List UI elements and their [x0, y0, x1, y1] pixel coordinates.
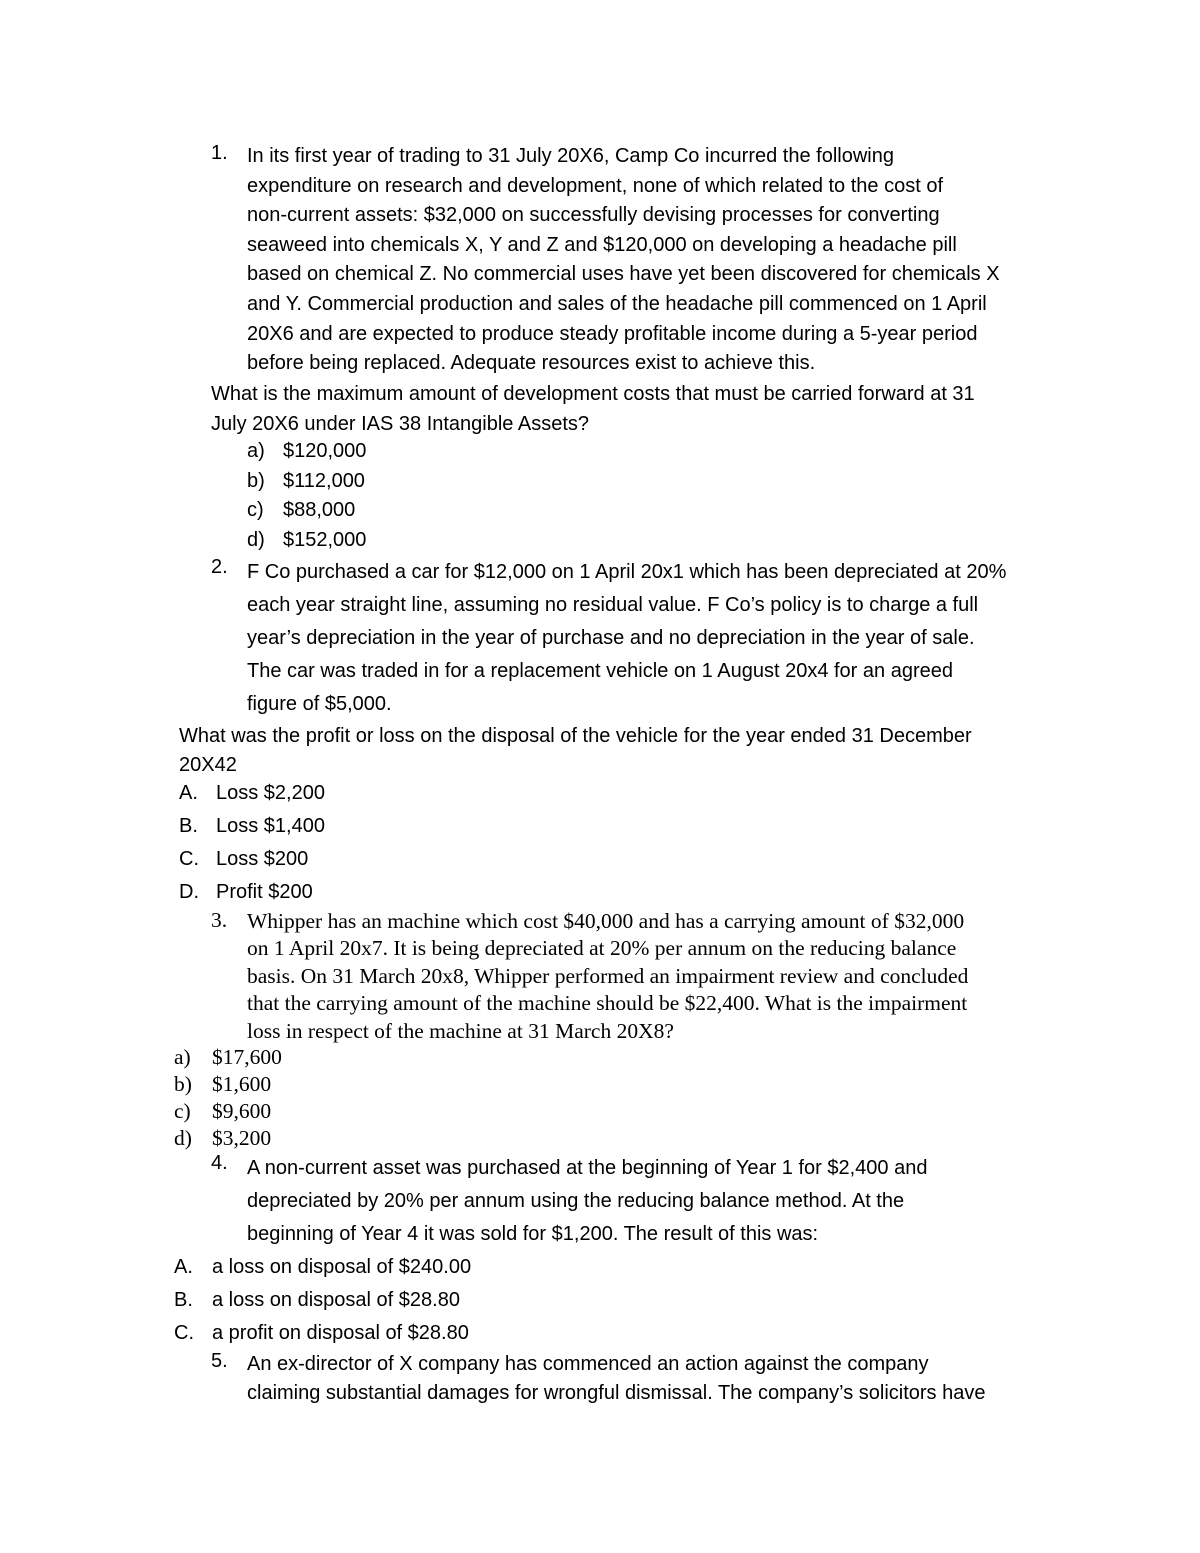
text-line: loss in respect of the machine at 31 March 20X8?	[247, 1018, 674, 1043]
question-1-options	[247, 437, 366, 555]
answer-option	[179, 777, 325, 810]
text-line: Whipper has an machine which cost $40,000 and has a carrying amount of $32,000	[247, 909, 965, 933]
question-body	[247, 142, 1000, 379]
option-text: Loss $200	[216, 848, 309, 870]
option-label: b)	[174, 1072, 192, 1096]
answer-option	[247, 496, 366, 526]
answer-option	[174, 1098, 282, 1125]
text-line: and Y. Commercial production and sales of the headache pill commenced on 1 April	[247, 292, 987, 315]
option-text: $17,600	[212, 1045, 282, 1069]
question-body	[247, 908, 968, 1045]
answer-option	[174, 1284, 471, 1317]
option-text: $112,000	[283, 469, 365, 492]
text-line: depreciated by 20% per annum using the reducing balance method. At the	[247, 1190, 905, 1212]
option-text: a loss on disposal of $240.00	[212, 1256, 472, 1278]
answer-option	[174, 1251, 471, 1284]
question-body	[247, 1152, 927, 1251]
option-label: C.	[174, 1322, 194, 1344]
option-text: $9,600	[212, 1099, 272, 1123]
option-label: B.	[174, 1289, 193, 1311]
text-line: figure of $5,000.	[247, 693, 392, 715]
option-text: $120,000	[283, 440, 367, 462]
option-label: b)	[247, 469, 265, 492]
text-line: seaweed into chemicals X, Y and Z and $120,000 on developing a headache pill	[247, 233, 957, 256]
question-number: 3.	[211, 908, 228, 932]
option-text: $1,600	[212, 1072, 272, 1096]
text-line: before being replaced. Adequate resources exist to achieve this.	[247, 352, 816, 375]
text-line: In its first year of trading to 31 July 20X6, Camp Co incurred the following	[247, 145, 894, 167]
option-text: a profit on disposal of $28.80	[212, 1322, 469, 1344]
question-number: 2.	[211, 556, 228, 578]
option-label: D.	[179, 881, 199, 903]
question-2-options	[179, 777, 325, 909]
text-line: 20X42	[179, 754, 237, 776]
option-label: a)	[174, 1045, 191, 1069]
option-text: $152,000	[283, 528, 367, 551]
question-4-options	[174, 1251, 471, 1350]
text-line: An ex-director of X company has commenced an action against the company	[247, 1353, 929, 1375]
answer-option	[179, 843, 325, 876]
option-text: $3,200	[212, 1126, 272, 1150]
text-line: on 1 April 20x7. It is being depreciated at 20% per annum on the reducing balance	[247, 936, 957, 961]
text-line: year’s depreciation in the year of purchase and no depreciation in the year of sale.	[247, 627, 975, 649]
option-label: d)	[247, 528, 265, 551]
text-line: What is the maximum amount of development costs that must be carried forward at 31	[211, 383, 975, 405]
answer-option	[174, 1044, 282, 1071]
option-label: A.	[174, 1256, 193, 1278]
option-label: c)	[247, 499, 264, 521]
text-line: beginning of Year 4 it was sold for $1,200. The result of this was:	[247, 1223, 819, 1245]
question-2-prompt	[179, 722, 972, 780]
text-line: claiming substantial damages for wrongful dismissal. The company’s solicitors have	[247, 1382, 986, 1404]
text-line: that the carrying amount of the machine should be $22,400. What is the impairment	[247, 991, 968, 1016]
option-text: Profit $200	[216, 881, 313, 903]
option-label: c)	[174, 1099, 191, 1123]
option-text: Loss $1,400	[216, 815, 325, 837]
question-body	[247, 556, 1006, 721]
option-text: Loss $2,200	[216, 782, 325, 804]
option-label: a)	[247, 440, 265, 462]
answer-option	[179, 810, 325, 843]
question-number: 5.	[211, 1350, 228, 1372]
text-line: basis. On 31 March 20x8, Whipper performed an impairment review and concluded	[247, 963, 969, 988]
text-line: F Co purchased a car for $12,000 on 1 April 20x1 which has been depreciated at 20%	[247, 561, 1007, 583]
question-number: 4.	[211, 1152, 228, 1174]
text-line: July 20X6 under IAS 38 Intangible Assets?	[211, 413, 590, 435]
text-line: based on chemical Z. No commercial uses have yet been discovered for chemicals X	[247, 263, 1000, 286]
text-line: each year straight line, assuming no residual value. F Co’s policy is to charge a full	[247, 594, 979, 616]
text-line: What was the profit or loss on the disposal of the vehicle for the year ended 31 December	[179, 725, 972, 747]
answer-option	[247, 526, 366, 556]
answer-option	[247, 467, 366, 497]
answer-option	[174, 1125, 282, 1152]
answer-option	[174, 1317, 471, 1350]
question-number: 1.	[211, 142, 228, 164]
option-label: d)	[174, 1126, 192, 1150]
option-text: a loss on disposal of $28.80	[212, 1289, 460, 1311]
question-1-prompt	[211, 379, 975, 439]
text-line: expenditure on research and development, none of which related to the cost of	[247, 174, 944, 197]
answer-option	[174, 1071, 282, 1098]
question-body	[247, 1350, 986, 1408]
option-label: C.	[179, 848, 199, 870]
question-3-options	[174, 1044, 282, 1152]
option-label: A.	[179, 782, 198, 804]
text-line: The car was traded in for a replacement vehicle on 1 August 20x4 for an agreed	[247, 660, 953, 682]
text-line: non-current assets: $32,000 on successfully devising processes for converting	[247, 204, 940, 227]
option-label: B.	[179, 815, 198, 837]
text-line: 20X6 and are expected to produce steady profitable income during a 5-year period	[247, 322, 978, 345]
text-line: A non-current asset was purchased at the beginning of Year 1 for $2,400 and	[247, 1157, 928, 1179]
answer-option	[179, 876, 325, 909]
answer-option	[247, 437, 366, 467]
option-text: $88,000	[283, 499, 356, 521]
